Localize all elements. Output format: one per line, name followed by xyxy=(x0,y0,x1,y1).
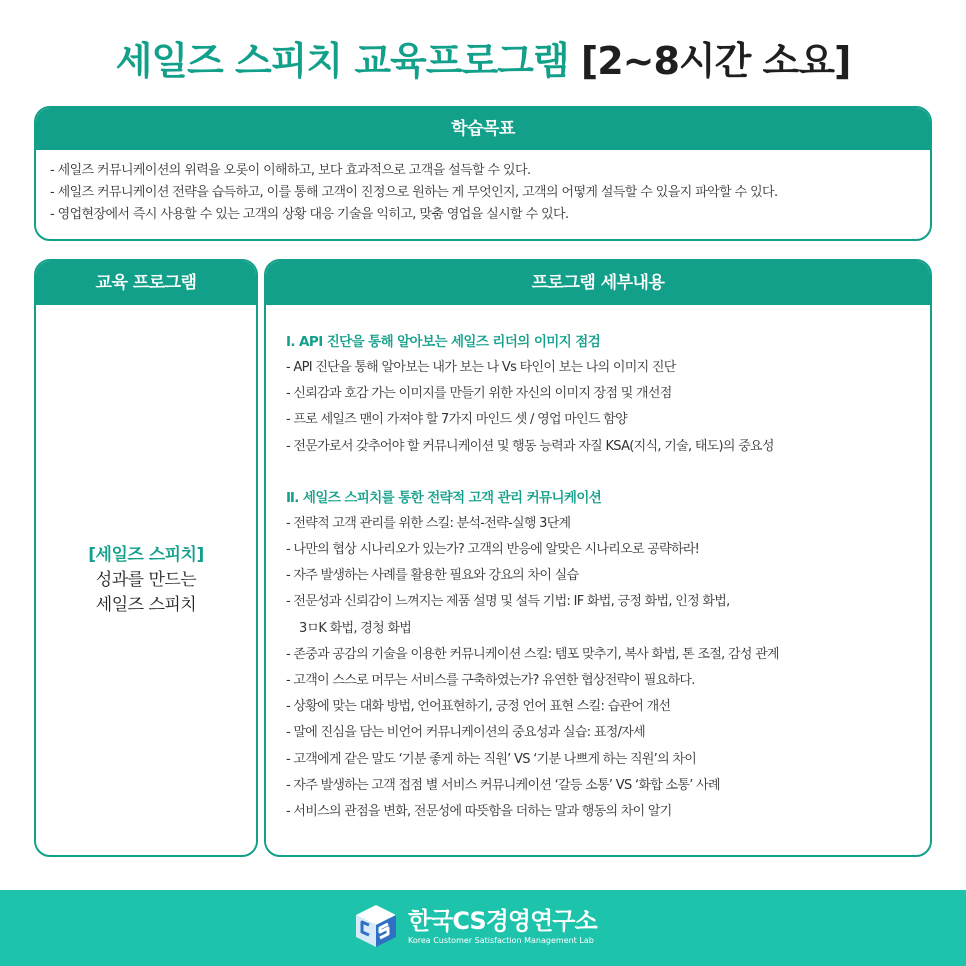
list-item: - 서비스의 관점을 변화, 전문성에 따뜻함을 더하는 말과 행동의 차이 알기 xyxy=(286,804,672,820)
footer-bar xyxy=(0,890,966,966)
learning-goals-box xyxy=(34,106,932,241)
title-duration: [2~8시간 소요] xyxy=(580,39,851,83)
details-sections xyxy=(286,329,930,825)
section-2-title: Ⅱ. 세일즈 스피치를 통한 전략적 고객 관리 커뮤니케이션 xyxy=(286,489,602,506)
program-subtitle-line1: 성과를 만드는 xyxy=(95,569,197,590)
title-main: 세일즈 스피치 교육프로그램 xyxy=(115,39,569,83)
learning-goals-header: 학습목표 xyxy=(36,108,930,150)
program-details-header: 프로그램 세부내용 xyxy=(266,261,930,305)
details-section-2 xyxy=(286,485,930,825)
list-item: - 자주 발생하는 사례를 활용한 필요와 강요의 차이 실습 xyxy=(286,568,579,584)
list-item: - 프로 세일즈 맨이 가져야 할 7가지 마인드 셋 / 영업 마인드 함양 xyxy=(286,412,628,428)
org-name-en: Korea Customer Satisfaction Management Lab xyxy=(408,935,594,945)
list-item: - 존중과 공감의 기술을 이용한 커뮤니케이션 스킬: 템포 맞추기, 복사 화법, 톤 조절, 감성 관계 xyxy=(286,646,779,662)
program-header: 교육 프로그램 xyxy=(36,261,256,305)
program-box xyxy=(34,259,258,857)
program-body xyxy=(36,305,256,855)
list-item: - 말에 진심을 담는 비언어 커뮤니케이션의 중요성과 실습: 표정/자세 xyxy=(286,725,645,741)
goal-item: - 영업현장에서 즉시 사용할 수 있는 고객의 상황 대응 기술을 익히고, 맞춤 영업을 실시할 수 있다. xyxy=(50,207,569,222)
list-item-continuation: 3ㅁK 화법, 경청 화법 xyxy=(299,620,412,636)
program-subtitle-line2: 세일즈 스피치 xyxy=(95,594,197,615)
org-name: 한국CS경영연구소 xyxy=(408,906,597,935)
learning-goals-list xyxy=(50,160,930,226)
list-item: - API 진단을 통해 알아보는 내가 보는 나 Vs 타인이 보는 나의 이미지 진단 xyxy=(286,360,676,375)
list-item: - 자주 발생하는 고객 접점 별 서비스 커뮤니케이션 ‘갈등 소통’ VS ‘화합 소통’ 사례 xyxy=(286,777,720,793)
list-item: - 고객에게 같은 말도 ‘기분 좋게 하는 직원’ VS ‘기분 나쁘게 하는 직원’의 차이 xyxy=(286,751,697,767)
list-item: - 신뢰감과 호감 가는 이미지를 만들기 위한 자신의 이미지 장점 및 개선점 xyxy=(286,386,672,402)
details-section-1 xyxy=(286,329,930,460)
program-name: [세일즈 스피치] xyxy=(88,544,204,565)
list-item: - 고객이 스스로 머무는 서비스를 구축하였는가? 유연한 협상전략이 필요하다. xyxy=(286,673,695,689)
page-title xyxy=(0,30,966,85)
list-item: - 전략적 고객 관리를 위한 스킬: 분석-전략-실행 3단계 xyxy=(286,515,571,531)
section-1-title: Ⅰ. API 진단을 통해 알아보는 세일즈 리더의 이미지 점검 xyxy=(286,334,601,350)
list-item: - 전문가로서 갖추어야 할 커뮤니케이션 및 행동 능력과 자질 KSA(지식, 기술, 태도)의 중요성 xyxy=(286,438,774,454)
list-item: - 나만의 협상 시나리오가 있는가? 고객의 반응에 알맞은 시나리오로 공략하라! xyxy=(286,542,700,558)
logo-text xyxy=(408,907,597,946)
section-2-list xyxy=(286,511,930,825)
list-item: - 상황에 맞는 대화 방법, 언어표현하기, 긍정 언어 표현 스킬: 습관어 개선 xyxy=(286,699,671,715)
program-details-box xyxy=(264,259,932,857)
section-1-list xyxy=(286,355,930,460)
list-item: - 전문성과 신뢰감이 느껴지는 제품 설명 및 설득 기법: IF 화법, 긍정 화법, 인정 화법, xyxy=(286,594,730,610)
logo-cube-icon xyxy=(352,902,400,950)
goal-item: - 세일즈 커뮤니케이션 전략을 습득하고, 이를 통해 고객이 진정으로 원하는 게 무엇인지, 고객의 어떻게 설득할 수 있을지 파악할 수 있다. xyxy=(50,185,778,200)
goal-item: - 세일즈 커뮤니케이션의 위력을 오롯이 이해하고, 보다 효과적으로 고객을 설득할 수 있다. xyxy=(50,163,531,178)
org-logo xyxy=(352,902,597,950)
